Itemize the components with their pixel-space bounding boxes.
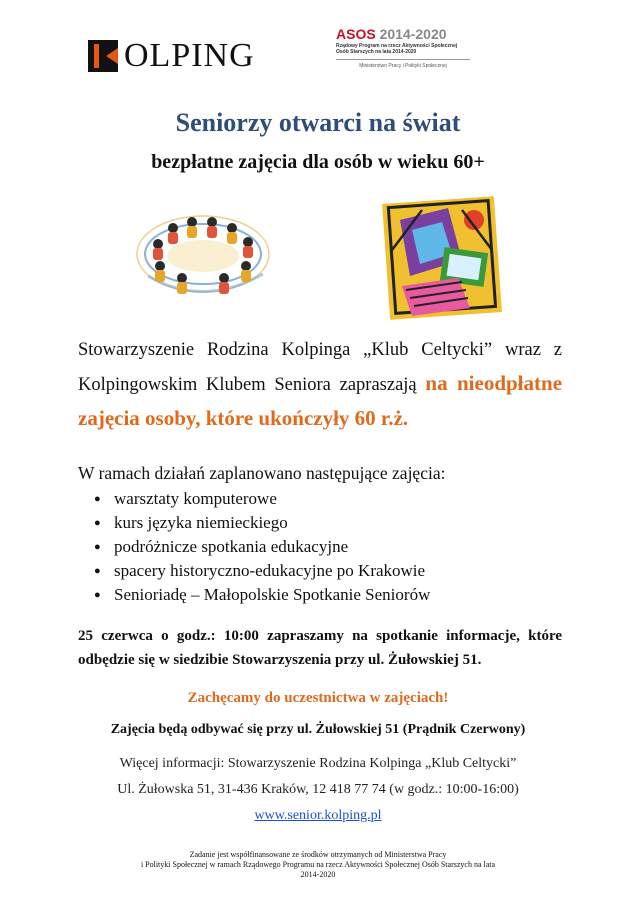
kolping-k-mark (88, 40, 118, 72)
activities-list (94, 487, 430, 607)
asos-divider (336, 59, 470, 60)
list-item: ● kurs języka niemieckiego (94, 511, 430, 535)
asos-title: ASOS (336, 26, 376, 42)
computer-illustration (382, 190, 504, 328)
page-title: Seniorzy otwarci na świat (175, 108, 461, 137)
contact-address: Ul. Żułowska 51, 31-436 Kraków, 12 418 77 74 (w godz.: 10:00-16:00) (117, 782, 519, 797)
asos-subtitle-line2: Osób Starszych na lata 2014-2020 (336, 49, 417, 55)
asos-years: 2014-2020 (379, 26, 447, 42)
meeting-announcement: 25 czerwca o godz.: 10:00 zapraszamy na spotkanie informacje, które odbędzie się w siedzibie Stowarzyszenia przy ul. Żułowskiej 51. (78, 628, 562, 668)
intro-highlight: na nieodpłatne zajęcia osoby, które ukończyły 60 r.ż. (78, 371, 563, 430)
list-item: ● spacery historyczno-edukacyjne po Krakowie (94, 559, 430, 583)
footer-line1: Zadanie jest współfinansowane ze środków otrzymanych od Ministerstwa Pracy (189, 850, 447, 859)
asos-ministry: Ministerstwo Pracy i Polityki Społecznej (359, 63, 447, 69)
footer-note (60, 850, 576, 880)
asos-subtitle-line1: Rządowy Program na rzecz Aktywności Społecznej (336, 43, 458, 49)
list-item: ● warsztaty komputerowe (94, 487, 430, 511)
asos-subtitle (336, 43, 470, 55)
activities-heading: W ramach działań zaplanowano następujące zajęcia: (78, 463, 446, 483)
footer-line3: 2014-2020 (300, 870, 336, 879)
website-link[interactable]: www.senior.kolping.pl (254, 808, 382, 823)
intro-text: Stowarzyszenie Rodzina Kolpinga „Klub Celtycki” wraz z Kolpingowskim Klubem Seniora zapraszają (78, 340, 562, 395)
kolping-logo-text: OLPING (124, 37, 255, 74)
page-subtitle: bezpłatne zajęcia dla osób w wieku 60+ (151, 151, 485, 173)
asos-logo (336, 26, 470, 76)
kolping-logo (88, 36, 308, 76)
encourage-text: Zachęcamy do uczestnictwa w zajęciach! (187, 690, 449, 706)
list-item: ● Senioriadę – Małopolskie Spotkanie Seniorów (94, 583, 430, 607)
list-item: ● podróżnicze spotkania edukacyjne (94, 535, 430, 559)
venue-text: Zajęcia będą odbywać się przy ul. Żułowskiej 51 (Prądnik Czerwony) (110, 722, 526, 737)
footer-line2: i Polityki Społecznej w ramach Rządowego Programu na rzecz Aktywności Społecznej Osób Starszych na lata (140, 860, 496, 869)
intro-paragraph (78, 334, 562, 437)
contact-info: Więcej informacji: Stowarzyszenie Rodzina Kolpinga „Klub Celtycki” (119, 756, 517, 771)
people-circle-illustration (128, 196, 278, 308)
